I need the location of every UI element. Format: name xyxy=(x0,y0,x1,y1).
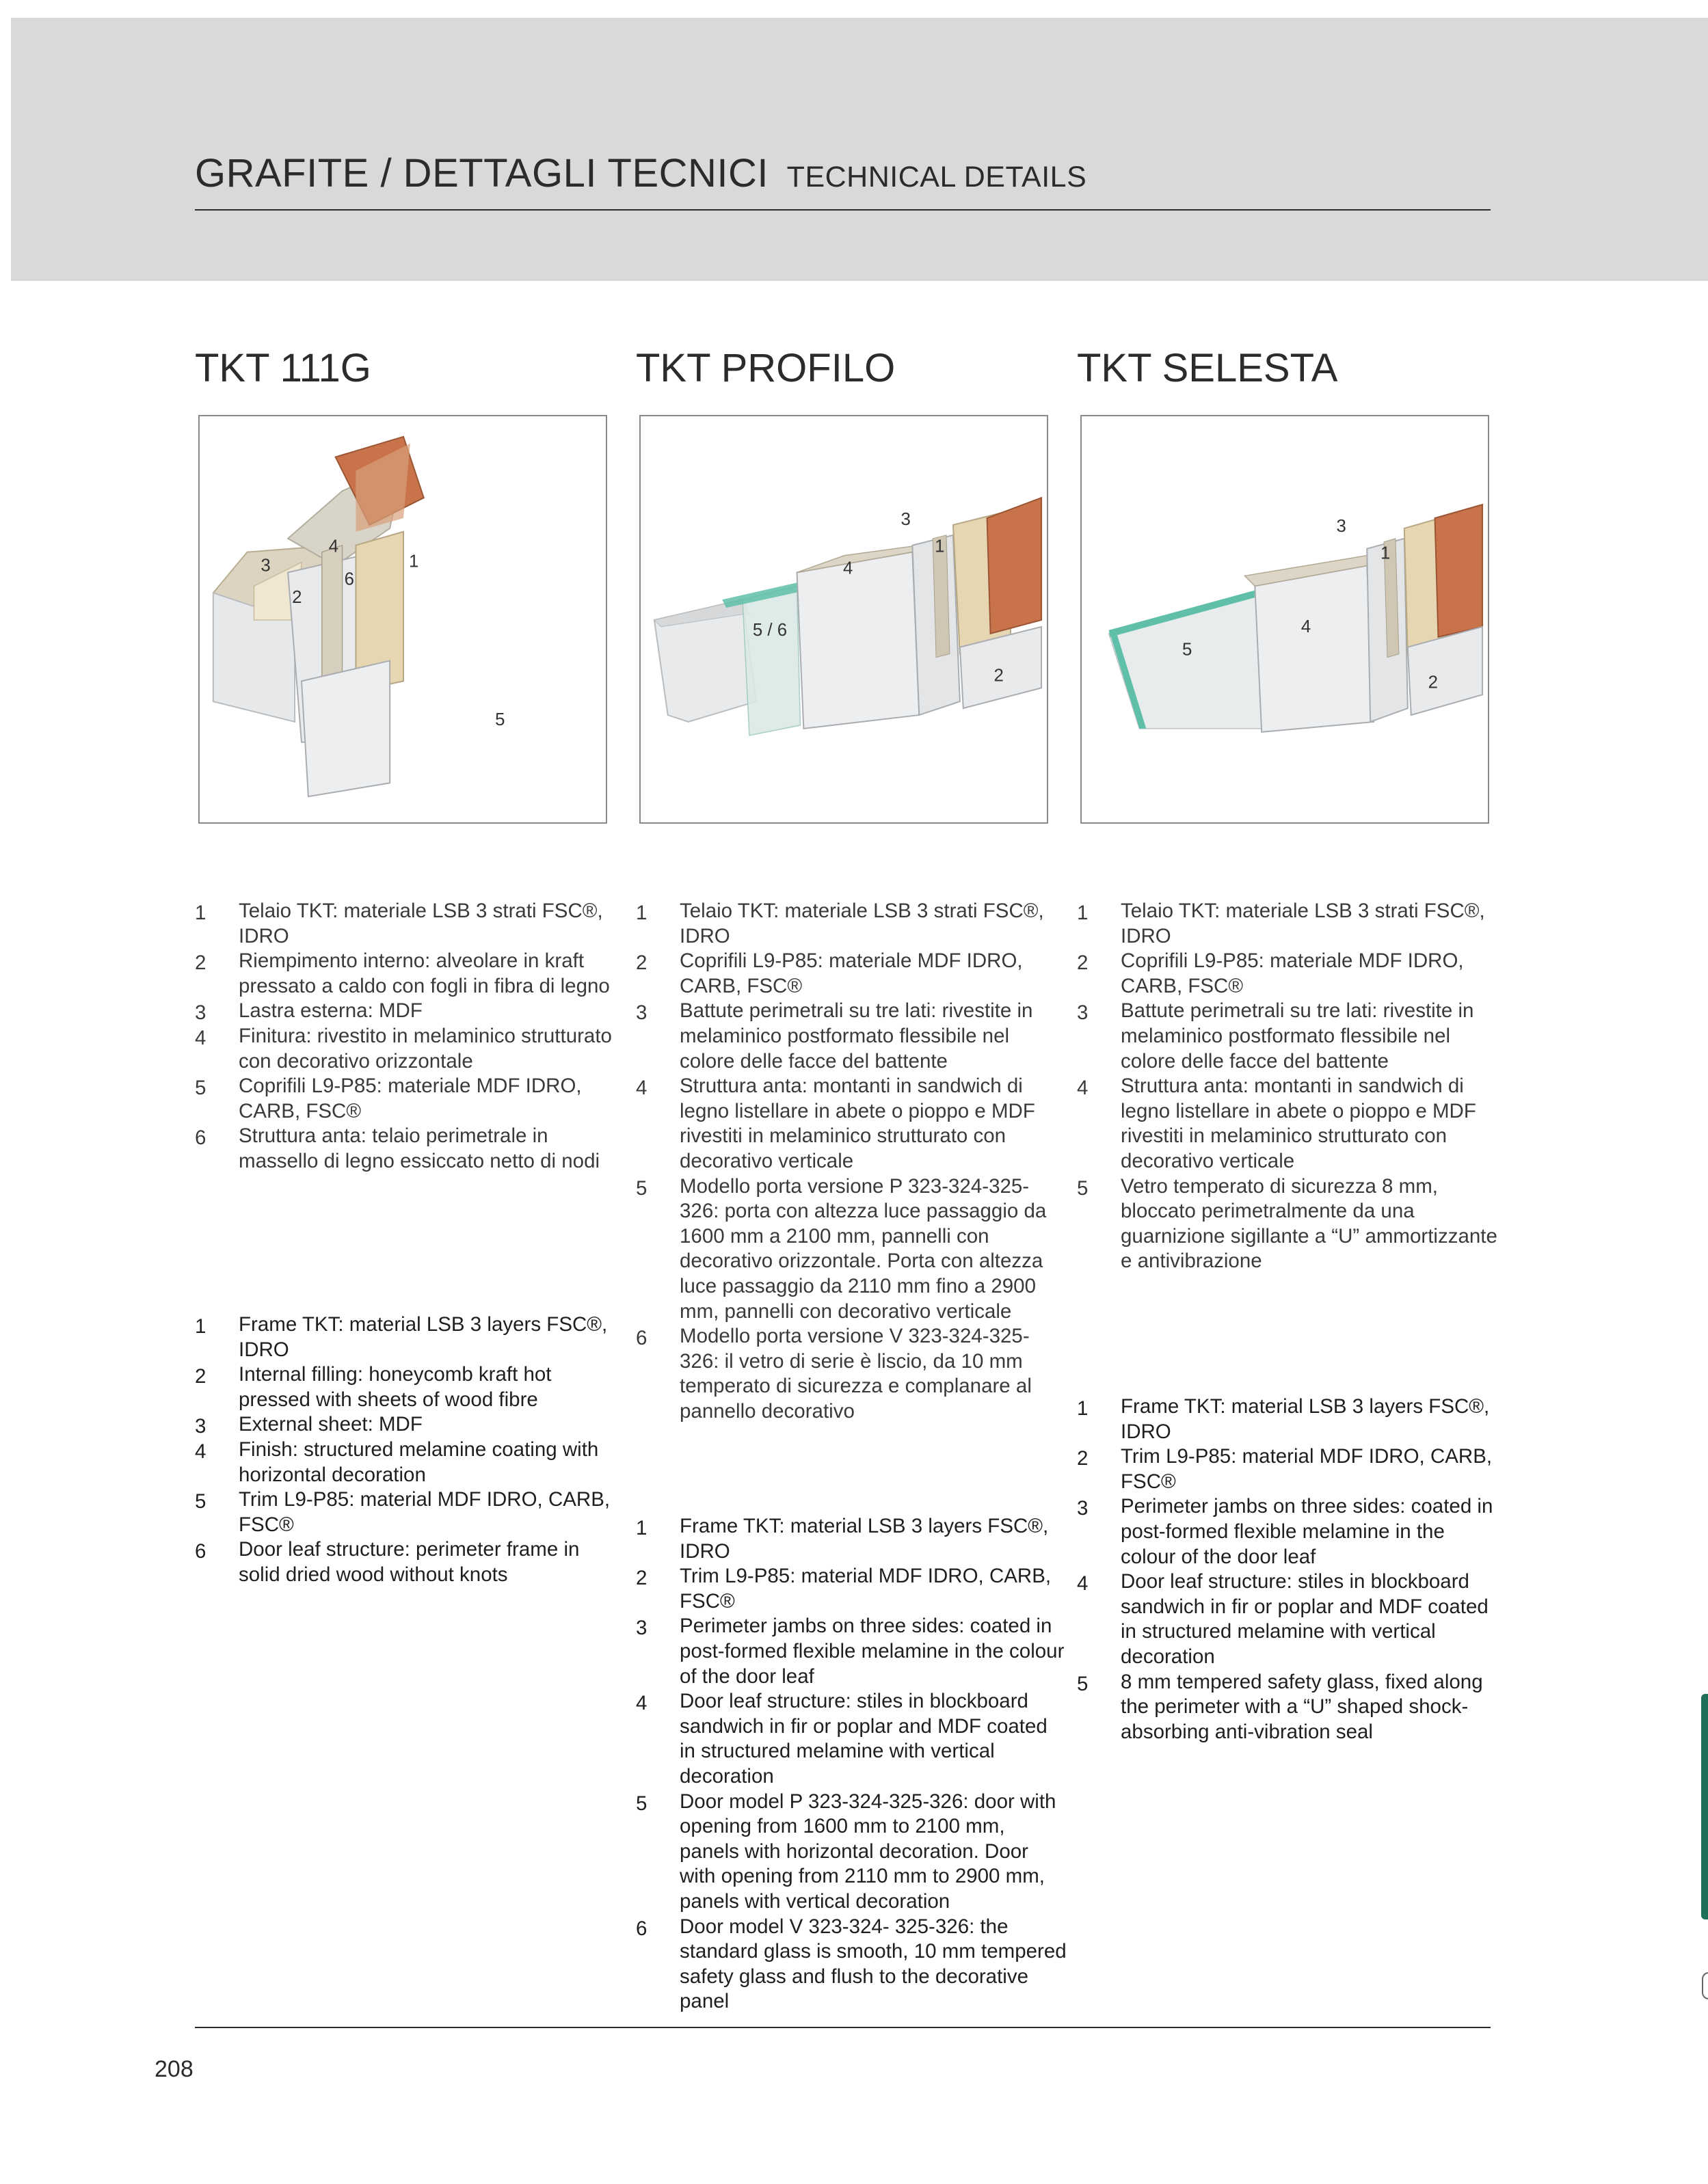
list-item: 1 Telaio TKT: materiale LSB 3 strati FSC®, IDRO xyxy=(195,900,603,947)
section-drawing-tkt-selesta xyxy=(1082,416,1488,822)
list-item: 4 Finish: structured melamine coating with horizontal decoration xyxy=(195,1438,599,1486)
spec-list-it-tkt-profilo xyxy=(636,899,1060,1424)
list-item: 6 Door model V 323-324- 325-326: the standard glass is smooth, 10 mm tempered safety glass and flush to the decorative panel xyxy=(636,1915,1067,2013)
list-item: 4 Struttura anta: montanti in sandwich di legno listellare in abete o pioppo e MDF rivestiti in melaminico strutturato con decorativo verticale xyxy=(636,1075,1035,1172)
product-title-tkt-profilo: TKT PROFILO xyxy=(636,346,896,390)
list-item: 4 Door leaf structure: stiles in blockboard sandwich in fir or poplar and MDF coated in structured melamine with vertical decoration xyxy=(636,1690,1048,1788)
spec-list-en-tkt-111g xyxy=(195,1312,612,1588)
svg-text:4: 4 xyxy=(1300,617,1311,636)
list-item: 5 8 mm tempered safety glass, fixed along the perimeter with a “U” shaped shock-absorbing anti-vibration seal xyxy=(1077,1670,1483,1743)
list-item: 4 Struttura anta: montanti in sandwich di legno listellare in abete o pioppo e MDF rivestiti in melaminico strutturato con decorativo verticale xyxy=(1077,1075,1476,1172)
svg-text:4: 4 xyxy=(328,537,339,556)
list-item: 3 Perimeter jambs on three sides: coated in post-formed flexible melamine in the colour of the door leaf xyxy=(636,1615,1065,1688)
list-item: 1 Frame TKT: material LSB 3 layers FSC®, IDRO xyxy=(195,1313,608,1361)
list-item: 1 Frame TKT: material LSB 3 layers FSC®, IDRO xyxy=(1077,1395,1490,1443)
section-drawing-tkt-profilo xyxy=(641,416,1047,822)
list-item: 4 Finitura: rivestito in melaminico strutturato con decorativo orizzontale xyxy=(195,1024,612,1073)
svg-text:2: 2 xyxy=(993,666,1004,686)
list-item: 5 Modello porta versione P 323-324-325-326: porta con altezza luce passaggio da 1600 mm a 2100 mm, pannelli con decorativo orizzontale. Porta con altezza luce passaggio da 2110 mm fino a 2900 mm, pannelli con decorativo verticale xyxy=(636,1174,1047,1323)
list-item: 5 Coprifili L9-P85: materiale MDF IDRO, CARB, FSC® xyxy=(195,1075,582,1122)
section-drawing-tkt-111g xyxy=(200,416,606,822)
spec-list-en-tkt-profilo xyxy=(636,1514,1067,2014)
section-tab-marker xyxy=(1701,1694,1708,1919)
list-item: 2 Trim L9-P85: material MDF IDRO, CARB, FSC® xyxy=(1077,1445,1493,1493)
svg-text:2: 2 xyxy=(1428,673,1438,692)
figure-tkt-profilo xyxy=(639,415,1048,824)
list-item: 5 Door model P 323-324-325-326: door with opening from 1600 mm to 2100 mm, panels with horizontal decoration. Door with opening from 2110 mm to 2900 mm, panels with vertical decoration xyxy=(636,1790,1056,1913)
svg-text:5 / 6: 5 / 6 xyxy=(752,620,788,640)
list-item: 3 External sheet: MDF xyxy=(195,1413,423,1438)
page-title xyxy=(195,150,1086,196)
svg-text:4: 4 xyxy=(843,558,853,578)
page-number: 208 xyxy=(155,2056,194,2082)
product-title-tkt-111g: TKT 111G xyxy=(195,346,371,390)
svg-text:2: 2 xyxy=(292,588,302,608)
product-title-tkt-selesta: TKT SELESTA xyxy=(1077,346,1338,390)
page-title-sub: TECHNICAL DETAILS xyxy=(786,161,1087,193)
list-item: 3 Lastra esterna: MDF xyxy=(195,999,423,1025)
list-item: 1 Frame TKT: material LSB 3 layers FSC®, IDRO xyxy=(636,1515,1049,1563)
list-item: 4 Door leaf structure: stiles in blockboard sandwich in fir or poplar and MDF coated in structured melamine with vertical decoration xyxy=(1077,1570,1489,1668)
svg-text:6: 6 xyxy=(344,569,354,589)
list-item: 5 Trim L9-P85: material MDF IDRO, CARB, FSC® xyxy=(195,1488,611,1536)
page-title-main: GRAFITE / DETTAGLI TECNICI xyxy=(195,151,769,196)
svg-text:3: 3 xyxy=(900,509,911,529)
svg-text:1: 1 xyxy=(1380,543,1391,563)
title-divider xyxy=(195,209,1491,211)
svg-text:3: 3 xyxy=(261,556,271,576)
list-item: 6 Modello porta versione V 323-324-325-326: il vetro di serie è liscio, da 10 mm temperato di sicurezza e complanare al pannello decorativo xyxy=(636,1325,1032,1423)
footer-divider xyxy=(195,2027,1491,2028)
list-item: 6 Door leaf structure: perimeter frame in solid dried wood without knots xyxy=(195,1538,580,1586)
list-item: 2 Trim L9-P85: material MDF IDRO, CARB, FSC® xyxy=(636,1565,1052,1613)
list-item: 2 Internal filling: honeycomb kraft hot pressed with sheets of wood fibre xyxy=(195,1363,552,1411)
list-item: 5 Vetro temperato di sicurezza 8 mm, bloccato perimetralmente da una guarnizione sigillante a “U” ammortizzante e antivibrazione xyxy=(1077,1174,1497,1273)
spec-list-en-tkt-selesta xyxy=(1077,1394,1501,1744)
list-item: 3 Battute perimetrali su tre lati: rivestite in melaminico postformato flessibile nel colore delle facce del battente xyxy=(1077,999,1474,1073)
list-item: 2 Coprifili L9-P85: materiale MDF IDRO, CARB, FSC® xyxy=(1077,949,1464,997)
svg-text:5: 5 xyxy=(1182,640,1192,660)
list-item: 6 Struttura anta: telaio perimetrale in massello di legno essiccato netto di nodi xyxy=(195,1124,600,1172)
figure-tkt-111g xyxy=(198,415,607,824)
list-item: 1 Telaio TKT: materiale LSB 3 strati FSC®, IDRO xyxy=(1077,900,1485,947)
svg-text:3: 3 xyxy=(1336,516,1346,536)
header-band xyxy=(11,18,1708,281)
svg-text:1: 1 xyxy=(408,552,419,571)
spec-list-it-tkt-111g xyxy=(195,899,612,1174)
figure-tkt-selesta xyxy=(1080,415,1489,824)
spec-list-it-tkt-selesta xyxy=(1077,899,1501,1274)
svg-text:5: 5 xyxy=(495,710,505,729)
list-item: 2 Coprifili L9-P85: materiale MDF IDRO, CARB, FSC® xyxy=(636,949,1023,997)
thumb-index-mark xyxy=(1702,1972,1708,1999)
list-item: 3 Perimeter jambs on three sides: coated in post-formed flexible melamine in the colour of the door leaf xyxy=(1077,1495,1493,1568)
list-item: 2 Riempimento interno: alveolare in kraft pressato a caldo con fogli in fibra di legno xyxy=(195,949,610,997)
svg-text:1: 1 xyxy=(935,537,945,556)
list-item: 1 Telaio TKT: materiale LSB 3 strati FSC®, IDRO xyxy=(636,900,1044,947)
list-item: 3 Battute perimetrali su tre lati: rivestite in melaminico postformato flessibile nel colore delle facce del battente xyxy=(636,999,1033,1073)
